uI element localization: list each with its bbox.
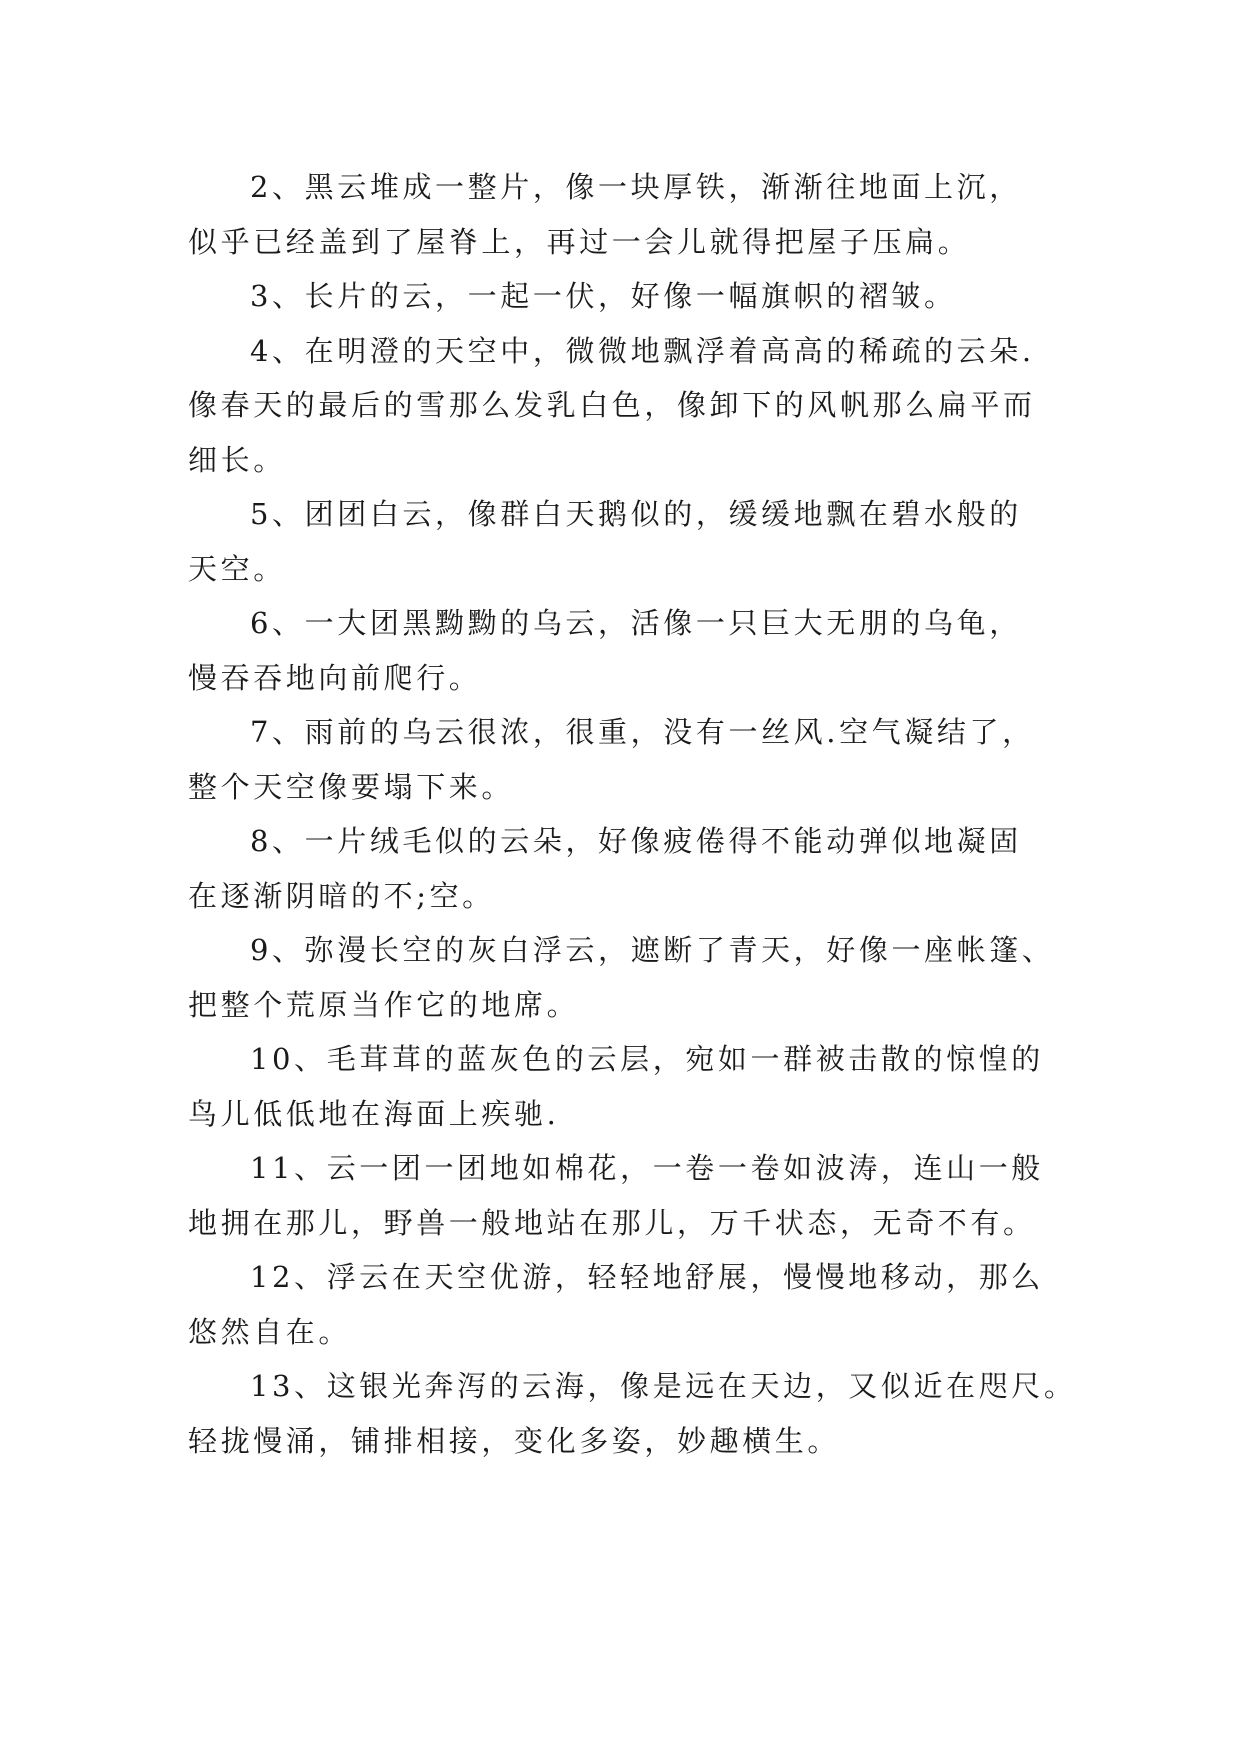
paragraph-13 [188, 1359, 1078, 1468]
paragraph-line: 13、这银光奔泻的云海，像是远在天边，又似近在咫尺。 [250, 1369, 1077, 1403]
paragraph-8 [188, 814, 1078, 923]
paragraph-5 [188, 487, 1078, 596]
paragraph-line: 11、云一团一团地如棉花，一卷一卷如波涛，连山一般 [250, 1151, 1044, 1185]
paragraph-line: 10、毛茸茸的蓝灰色的云层，宛如一群被击散的惊惶的 [250, 1042, 1044, 1076]
paragraph-line: 7、雨前的乌云很浓，很重，没有一丝风.空气凝结了， [250, 715, 1035, 749]
paragraph-line: 4、在明澄的天空中，微微地飘浮着高高的稀疏的云朵. [250, 333, 1035, 368]
paragraph-line: 把整个荒原当作它的地席。 [188, 987, 580, 1022]
paragraph-line: 细长。 [188, 442, 286, 477]
paragraph-line: 9、弥漫长空的灰白浮云，遮断了青天，好像一座帐篷、 [250, 933, 1055, 967]
paragraph-line: 6、一大团黑黝黝的乌云，活像一只巨大无朋的乌龟， [250, 606, 1022, 640]
paragraph-line: 地拥在那儿，野兽一般地站在那儿，万千状态，无奇不有。 [188, 1205, 1036, 1240]
paragraph-9 [188, 923, 1078, 1032]
paragraph-10 [188, 1032, 1078, 1141]
paragraph-line: 12、浮云在天空优游，轻轻地舒展，慢慢地移动，那么 [250, 1260, 1044, 1294]
paragraph-12 [188, 1250, 1078, 1359]
paragraph-7 [188, 705, 1078, 814]
paragraph-line: 整个天空像要塌下来。 [188, 769, 515, 804]
paragraph-line: 8、一片绒毛似的云朵，好像疲倦得不能动弹似地凝固 [250, 824, 1022, 858]
paragraph-4 [188, 324, 1078, 488]
paragraph-line: 似乎已经盖到了屋脊上，再过一会儿就得把屋子压扁。 [188, 224, 971, 259]
paragraph-line: 鸟儿低低地在海面上疾驰. [188, 1096, 560, 1131]
paragraph-line: 在逐渐阴暗的不;空。 [188, 878, 495, 913]
paragraph-line: 3、长片的云，一起一伏，好像一幅旗帜的褶皱。 [250, 279, 957, 313]
paragraph-line: 天空。 [188, 551, 286, 586]
paragraph-line: 5、团团白云，像群白天鹅似的，缓缓地飘在碧水般的 [250, 497, 1022, 531]
paragraph-line: 像春天的最后的雪那么发乳白色，像卸下的风帆那么扁平而 [188, 388, 1036, 422]
document-body [188, 160, 1078, 1468]
paragraph-line: 轻拢慢涌，铺排相接，变化多姿，妙趣横生。 [188, 1423, 841, 1458]
paragraph-11 [188, 1141, 1078, 1250]
paragraph-6 [188, 596, 1078, 705]
paragraph-line: 慢吞吞地向前爬行。 [188, 660, 482, 695]
paragraph-line: 2、黑云堆成一整片，像一块厚铁，渐渐往地面上沉， [250, 170, 1022, 204]
paragraph-3 [188, 269, 1078, 324]
paragraph-2 [188, 160, 1078, 269]
paragraph-line: 悠然自在。 [188, 1314, 352, 1349]
